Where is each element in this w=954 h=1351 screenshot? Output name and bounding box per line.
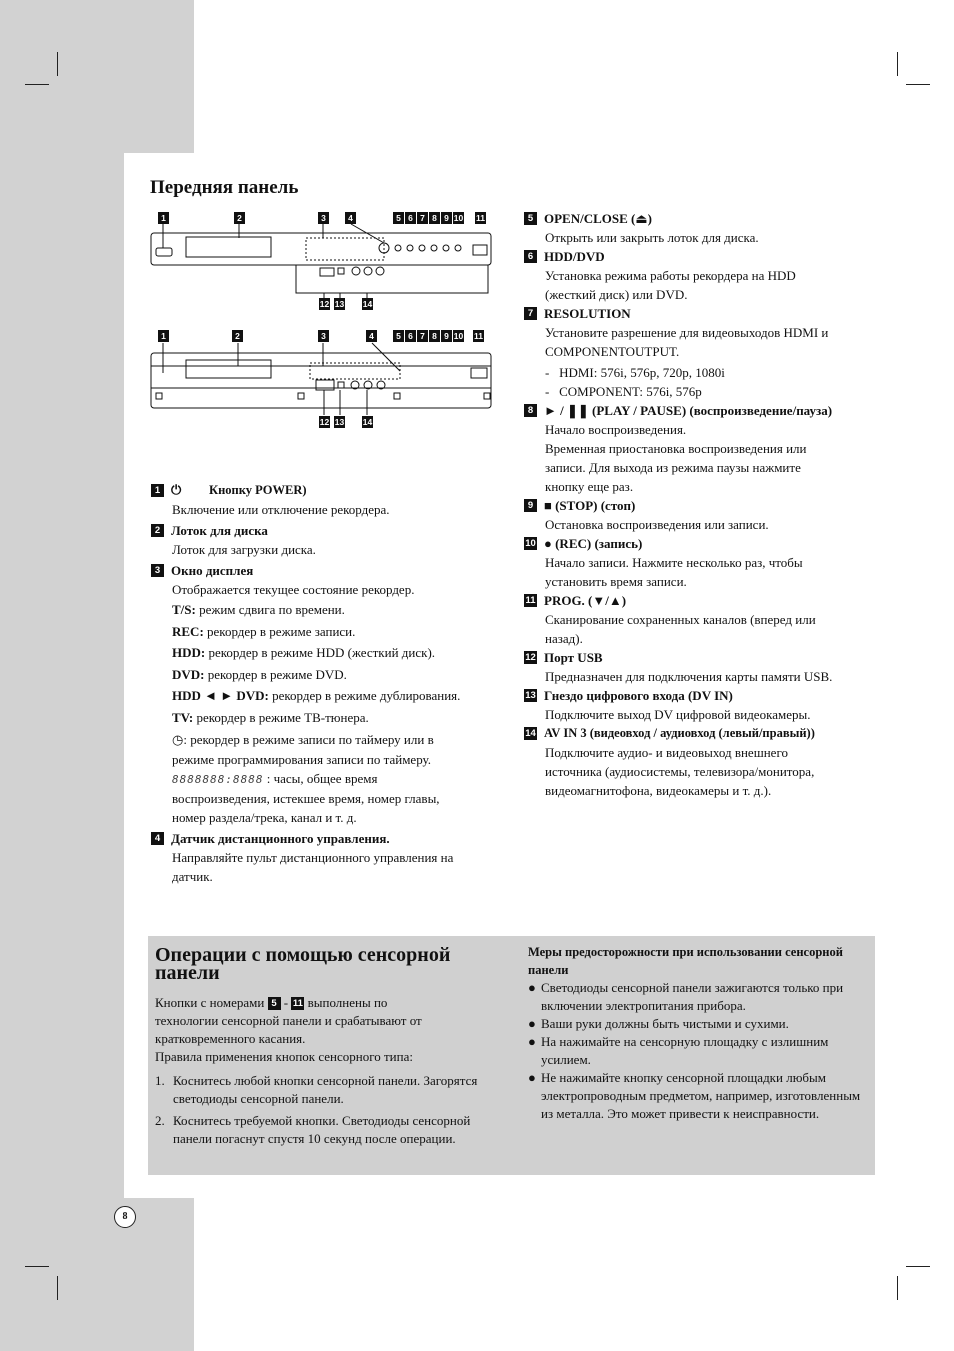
list-item: 2. Коснитесь требуемой кнопки. Светодиоды сенсорной панели погаснут спустя 10 секунд после операции. — [155, 1113, 471, 1146]
list-item: ● Ваши руки должны быть чистыми и сухими. — [528, 1016, 789, 1031]
crop-mark — [897, 1276, 898, 1300]
callout-13: 13 — [334, 417, 345, 427]
crop-mark — [906, 1266, 930, 1267]
callout-12: 12 — [319, 299, 330, 309]
item-usb-port: 12 Порт USB Предназначен для подключения карты памяти USB. — [525, 650, 833, 684]
touch-steps — [155, 1072, 505, 1148]
item-dv-in: 13 Гнездо цифрового входа (DV IN) Подключите выход DV цифровой видеокамеры. — [525, 688, 811, 722]
callout-11: 11 — [476, 213, 485, 223]
margin-strip-left — [0, 153, 124, 1198]
crop-mark — [57, 52, 58, 76]
item-av-in3: 14 AV IN 3 (видеовход / аудиовход (левый/правый)) Подключите аудио- и видеовыход внешнего источника (аудиосистемы, телевизора/монитора, видеомагнитофона, видеокамеры и т. д.). — [525, 726, 815, 798]
callout-7: 7 — [417, 330, 428, 342]
callout-13: 13 — [334, 299, 345, 309]
callout-6: 6 — [405, 330, 416, 342]
crop-mark — [25, 1266, 49, 1267]
item-hdd-dvd: 6 HDD/DVD Установка режима работы рекордера на HDD (жесткий диск) или DVD. — [524, 247, 879, 304]
callout-1: 1 — [158, 330, 169, 342]
callout-4: 4 — [366, 330, 377, 342]
callout-5: 5 — [393, 330, 404, 342]
callout-5: 5 — [393, 212, 404, 224]
item-resolution: 7 RESOLUTION Установите разрешение для видеовыходов HDMI и COMPONENTOUTPUT. - HDMI: 576i, 576p, 720p, 1080i - COMPONENT: 576i, 576p — [524, 304, 879, 401]
caution-title: Меры предосторожности при использовании сенсорной панели — [528, 945, 843, 977]
item-open-close: 5 OPEN/CLOSE (⏏) Открыть или закрыть лоток для диска. — [524, 209, 879, 247]
crop-mark — [57, 1276, 58, 1300]
item-power: 1 ⏻ Кнопку POWER) Включение или отключение рекордера. — [151, 481, 501, 519]
callout-3: 3 — [318, 330, 329, 342]
crop-mark — [906, 84, 930, 85]
item-rec: 10 ● (REC) (запись) Начало записи. Нажмите несколько раз, чтобы установить время записи. — [525, 536, 803, 589]
callout-8: 8 — [429, 212, 440, 224]
list-item: ● Светодиоды сенсорной панели зажигаются только при включении электропитания прибора. — [528, 980, 844, 1013]
callout-8: 8 — [429, 330, 440, 342]
list-item: ● На нажимайте на сенсорную площадку с излишним усилием. — [528, 1034, 829, 1067]
left-column — [151, 481, 501, 886]
callout-6: 6 — [405, 212, 416, 224]
item-disc-tray: 2 Лоток для диска Лоток для загрузки диска. — [151, 521, 501, 559]
item-remote-sensor: 4 Датчик дистанционного управления. Направляйте пульт дистанционного управления на датчик. — [151, 829, 501, 886]
callout-10: 10 — [453, 331, 464, 341]
front-panel-diagram — [148, 208, 498, 433]
right-column — [524, 209, 879, 800]
clock-digits: 8888888:8888 — [172, 773, 264, 786]
touch-section-title: Операции с помощью сенсорной панели — [155, 944, 451, 984]
callout-14: 14 — [362, 299, 373, 309]
page-title: Передняя панель — [150, 177, 299, 198]
touch-instructions: Кнопки с номерами 5 - 11 выполнены по технологии сенсорной панели и срабатывают от кратковременного касания. Правила применения кнопок сенсорного типа: 1. Коснитесь любой кнопки сенсорной панели. Загорятся светодиоды сенсорной панели. 2. Коснитесь требуемой кнопки. Светодиоды сенсорной панели погаснут спустя 10 секунд после операции. — [155, 994, 505, 1152]
item-display-window: 3 Окно дисплея Отображается текущее состояние рекордер. T/S: режим сдвига по времени. REC: рекордер в режиме записи. HDD: рекордер в режиме HDD (жесткий диск). DVD: рекордер в режиме DVD. HDD ◄ ► DVD: рекордер в режиме дублирования. TV: рекордер в режиме ТВ-тюнера. ◷: рекордер в режиме записи по таймеру или в режиме программирования записи по таймеру. 8888888:8888 : часы, общее время воспроизведения, истекшее время, номер главы, номер раздела/трека, канал и т. д. — [151, 561, 501, 827]
callout-14: 14 — [362, 417, 373, 427]
callout-7: 7 — [417, 212, 428, 224]
callout-1: 1 — [158, 212, 169, 224]
margin-strip-top — [0, 0, 194, 153]
callout-9: 9 — [441, 212, 452, 224]
timer-icon: ◷ — [172, 733, 184, 748]
callout-10: 10 — [453, 213, 464, 223]
item-prog: 11 PROG. (▼/▲) Сканирование сохраненных каналов (вперед или назад). — [525, 593, 816, 646]
callout-3: 3 — [318, 212, 329, 224]
callout-9: 9 — [441, 330, 452, 342]
margin-strip-bottom — [0, 1198, 194, 1351]
callout-11: 11 — [474, 331, 483, 341]
power-icon: ⏻ — [171, 483, 182, 498]
callout-12: 12 — [319, 417, 330, 427]
num-badge: 1 — [151, 484, 164, 497]
touch-cautions — [528, 943, 873, 1123]
list-item: 1. Коснитесь любой кнопки сенсорной панели. Загорятся светодиоды сенсорной панели. — [155, 1073, 478, 1106]
item-play-pause: 8 ► / ❚❚ (PLAY / PAUSE) (воспроизведение/пауза) Начало воспроизведения. Временная приостановка воспроизведения или записи. Для выхода из режима паузы нажмите кнопку еще раз. — [524, 401, 879, 496]
callout-4: 4 — [345, 212, 356, 224]
list-item: ● Не нажимайте кнопку сенсорной площадки любым электропроводным предметом, например, изготовленным из металла. Это может привести к неисправности. — [528, 1070, 861, 1121]
crop-mark — [25, 84, 49, 85]
crop-mark — [897, 52, 898, 76]
callout-2: 2 — [232, 330, 243, 342]
item-stop: 9 ■ (STOP) (стоп) Остановка воспроизведения или записи. — [524, 496, 879, 534]
callout-2: 2 — [234, 212, 245, 224]
page-number: 8 — [114, 1206, 136, 1228]
